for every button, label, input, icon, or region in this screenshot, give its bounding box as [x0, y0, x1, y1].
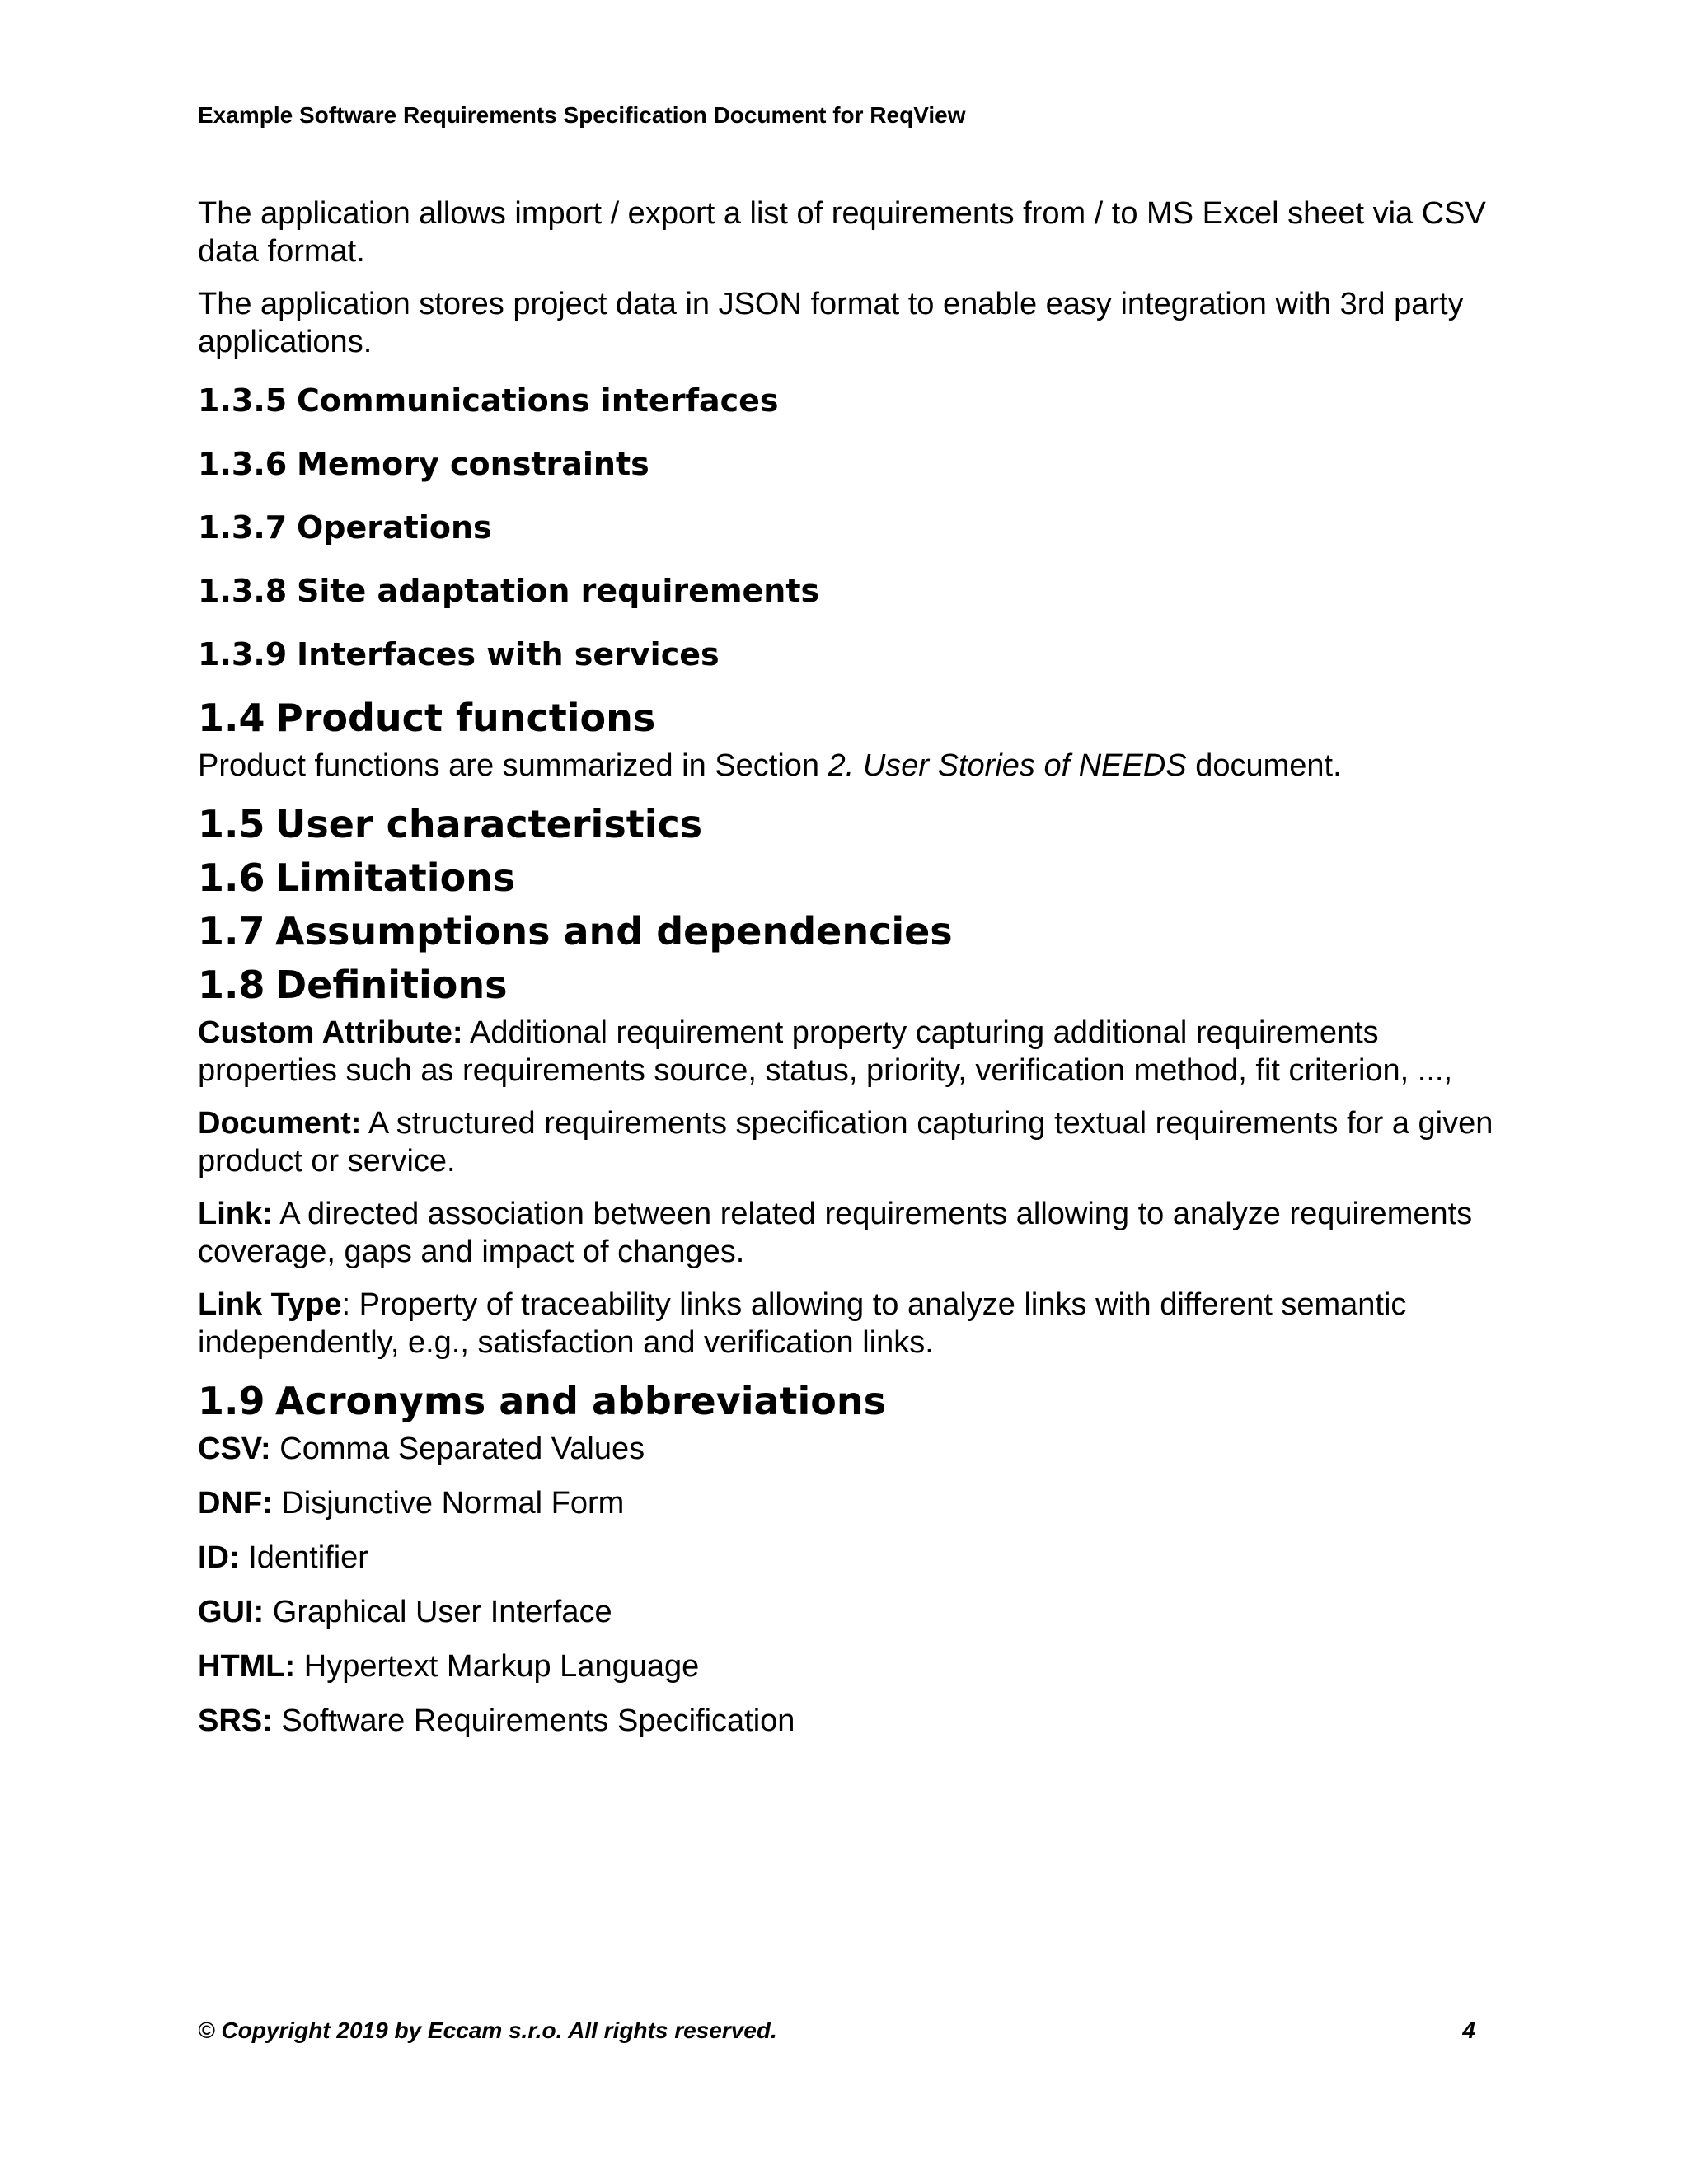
- heading-1-3-8: 1.3.8 Site adaptation requirements: [198, 573, 820, 609]
- definition-link: Link: A directed association between related requirements allowing to analyze requirements coverage, gaps and impact of changes.: [198, 1197, 1473, 1269]
- heading-1-3-7: 1.3.7 Operations: [198, 509, 492, 546]
- copyright-text: © Copyright 2019 by Eccam s.r.o. All rights reserved.: [198, 2018, 777, 2043]
- definition-custom-attribute: Custom Attribute: Additional requirement property capturing additional requirements properties such as requirements source, status, priority, verification method, fit criterion, ...,: [198, 1015, 1453, 1088]
- page-header: Example Software Requirements Specification Document for ReqView: [198, 102, 966, 128]
- heading-1-7: 1.7 Assumptions and dependencies: [198, 909, 953, 954]
- definition-link-type: Link Type: Property of traceability links allowing to analyze links with different semantic independently, e.g., satisfaction and verification links.: [198, 1287, 1407, 1360]
- heading-1-6: 1.6 Limitations: [198, 855, 516, 900]
- acronym-srs: SRS: Software Requirements Specification: [198, 1704, 795, 1738]
- acronym-csv: CSV: Comma Separated Values: [198, 1432, 645, 1466]
- page-content: [198, 194, 1500, 1756]
- heading-1-5: 1.5 User characteristics: [198, 802, 703, 846]
- heading-1-4: 1.4 Product functions: [198, 696, 656, 740]
- heading-1-3-6: 1.3.6 Memory constraints: [198, 446, 649, 482]
- heading-1-8: 1.8 Definitions: [198, 963, 508, 1007]
- definition-document: Document: A structured requirements specification capturing textual requirements for a given product or service.: [198, 1106, 1493, 1179]
- intro-paragraph-1: The application allows import / export a list of requirements from / to MS Excel sheet via CSV data format.: [198, 196, 1486, 269]
- intro-paragraph-2: The application stores project data in JSON format to enable easy integration with 3rd party applications.: [198, 287, 1464, 359]
- page-number: 4: [1462, 2018, 1475, 2043]
- acronym-gui: GUI: Graphical User Interface: [198, 1595, 612, 1629]
- heading-1-9: 1.9 Acronyms and abbreviations: [198, 1379, 887, 1423]
- acronym-html: HTML: Hypertext Markup Language: [198, 1649, 700, 1684]
- page-footer: [198, 2018, 1500, 2044]
- acronym-id: ID: Identifier: [198, 1540, 368, 1575]
- acronym-dnf: DNF: Disjunctive Normal Form: [198, 1486, 625, 1521]
- heading-1-3-5: 1.3.5 Communications interfaces: [198, 382, 779, 419]
- product-functions-text: Product functions are summarized in Section 2. User Stories of NEEDS document.: [198, 748, 1342, 783]
- heading-1-3-9: 1.3.9 Interfaces with services: [198, 636, 720, 673]
